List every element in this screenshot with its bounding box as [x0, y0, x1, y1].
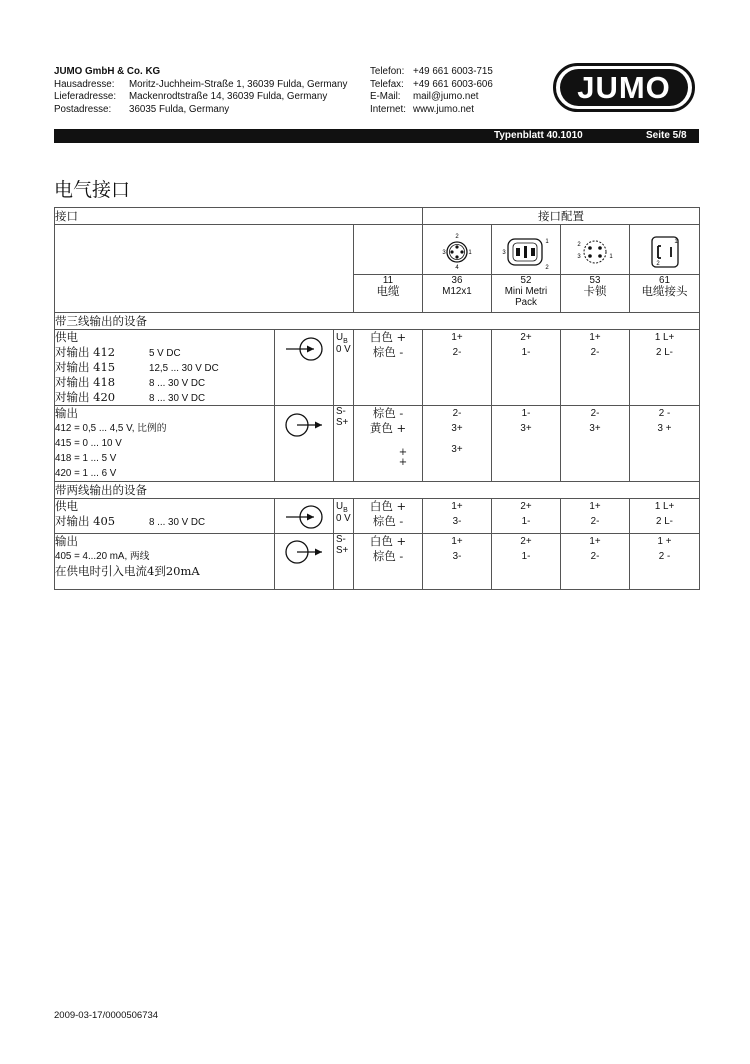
output-pins-lock: 2- 3+ — [561, 406, 630, 482]
output-symbol-cell — [275, 406, 334, 482]
lock-pin-label: 1 — [609, 254, 613, 260]
lock-pin-label: 3 — [577, 254, 581, 260]
supply-wire-colors: 白色 + 棕色 - — [354, 330, 423, 406]
output-symbol-cell-2wire — [275, 534, 334, 590]
supply-symbol-cell — [275, 330, 334, 406]
output-terminals-2wire: S- S+ — [334, 534, 354, 590]
supply-terminals-2wire: $U_B$ 0 V — [334, 499, 354, 534]
current-source-icon — [284, 412, 324, 438]
logo-text: JUMO — [560, 69, 688, 106]
supply-spec-2wire: 供电 对输出 405 8 ... 30 V DC — [55, 499, 275, 534]
output-pins-metripack-2wire: 2+ 1- — [492, 534, 561, 590]
page-title: 电气接口 — [54, 179, 131, 201]
contact-line: E-Mail: mail@jumo.net — [370, 91, 479, 103]
footer-doc-id: 2009-03-17/0000506734 — [54, 1010, 159, 1021]
metripack-pin-label: 1 — [545, 239, 549, 245]
m12-pin-label: 1 — [468, 250, 472, 256]
supply-pins-metripack: 2+ 1- — [492, 330, 561, 406]
connector-lock: 53 卡锁 — [561, 275, 630, 313]
supply-symbol-cell-2wire — [275, 499, 334, 534]
doc-type: Typenblatt 40.1010 — [494, 130, 583, 141]
current-source-icon — [284, 539, 324, 565]
connector-metripack: 52 Mini Metri Pack — [492, 275, 561, 313]
supply-pins-metripack-2wire: 2+ 1- — [492, 499, 561, 534]
connector-plug: 61 电缆接头 — [630, 275, 700, 313]
lock-icon-cell — [561, 225, 630, 275]
metripack-icon-cell — [492, 225, 561, 275]
address-block — [54, 66, 347, 116]
output-spec-2wire: 输出 405 = 4...20 mA, 两线 在供电时引入电流4到20mA — [55, 534, 275, 590]
lock-connector-icon — [573, 232, 617, 272]
m12-pin-label: 4 — [455, 265, 459, 271]
voltage-source-icon — [284, 504, 324, 530]
address-line: Lieferadresse: Mackenrodtstraße 14, 36039 Fulda, Germany — [54, 91, 328, 103]
supply-pins-plug: 1 L+ 2 L- — [630, 330, 700, 406]
cable-icon-cell — [354, 225, 423, 275]
m12-connector-icon — [435, 232, 479, 272]
supply-spec: 供电 对输出 412 5 V DC 对输出 415 12,5 ... 30 V DC 对输出 418 8 ... 30 V DC 对输出 420 8 ... 30 V DC — [55, 330, 275, 406]
section-three-wire: 带三线输出的设备 — [55, 313, 700, 330]
m12-icon-cell — [423, 225, 492, 275]
supply-pins-m12-2wire: 1+ 3- — [423, 499, 492, 534]
config-header: 接口配置 — [423, 208, 700, 225]
header-blank — [55, 225, 354, 313]
metripack-connector-icon — [500, 232, 552, 272]
supply-pins-plug-2wire: 1 L+ 2 L- — [630, 499, 700, 534]
section-two-wire: 带两线输出的设备 — [55, 482, 700, 499]
supply-pins-m12: 1+ 2- — [423, 330, 492, 406]
header-bar — [54, 129, 699, 143]
plug-connector-icon — [643, 232, 687, 272]
metripack-pin-label: 2 — [545, 265, 549, 271]
output-spec: 输出 412 = 0,5 ... 4,5 V, 比例的 415 = 0 ... 10 V 418 = 1 ... 5 V 420 = 1 ... 6 V — [55, 406, 275, 482]
supply-terminals: $U_B$ 0 V — [334, 330, 354, 406]
plug-icon-cell — [630, 225, 700, 275]
output-pins-m12: 2- 3+ 3+ — [423, 406, 492, 482]
supply-pins-lock-2wire: 1+ 2- — [561, 499, 630, 534]
output-pins-plug-2wire: 1 + 2 - — [630, 534, 700, 590]
output-wire-colors-2wire: 白色 + 棕色 - — [354, 534, 423, 590]
supply-pins-lock: 1+ 2- — [561, 330, 630, 406]
address-line: Postadresse: 36035 Fulda, Germany — [54, 103, 230, 115]
page-number: Seite 5/8 — [646, 130, 687, 141]
plug-pin-label: 2 — [655, 261, 660, 267]
contact-line: Internet: www.jumo.net — [370, 103, 474, 115]
connection-table — [54, 207, 700, 590]
connector-m12: 36 M12x1 — [423, 275, 492, 313]
contact-block — [370, 66, 493, 116]
interface-header: 接口 — [55, 208, 423, 225]
output-wire-colors: 棕色 - 黄色 + + + — [354, 406, 423, 482]
jumo-logo — [553, 63, 695, 112]
address-line: Hausadresse: Moritz-Juchheim-Straße 1, 36039 Fulda, Germany — [54, 78, 348, 90]
contact-line: Telefax: +49 661 6003-606 — [370, 78, 493, 90]
output-terminals: S- S+ — [334, 406, 354, 482]
contact-line: Telefon: +49 661 6003-715 — [370, 66, 493, 77]
output-pins-lock-2wire: 1+ 2- — [561, 534, 630, 590]
plug-pin-label: 1 — [673, 239, 678, 245]
output-pins-metripack: 1- 3+ — [492, 406, 561, 482]
output-pins-plug: 2 - 3 + — [630, 406, 700, 482]
connector-cable: 11 电缆 — [354, 275, 423, 313]
output-pins-m12-2wire: 1+ 3- — [423, 534, 492, 590]
company-name: JUMO GmbH & Co. KG — [54, 66, 161, 77]
lock-pin-label: 2 — [577, 242, 581, 248]
voltage-source-icon — [284, 336, 324, 362]
m12-pin-label: 2 — [455, 234, 459, 240]
metripack-pin-label: 3 — [502, 250, 506, 256]
m12-pin-label: 3 — [442, 250, 446, 256]
supply-wire-colors-2wire: 白色 + 棕色 - — [354, 499, 423, 534]
